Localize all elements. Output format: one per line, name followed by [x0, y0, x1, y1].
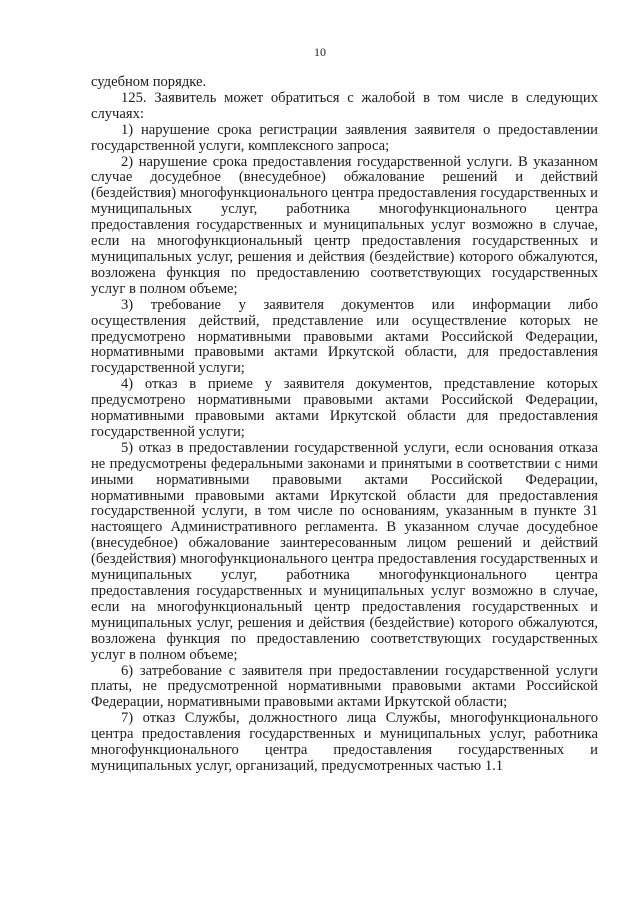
list-item-7: 7) отказ Службы, должностного лица Службы, многофункционального центра предоставления государственных и муниципальных услуг, работника многофункционального центра предоставления государственных и муниципальных услуг, организаций, предусмотренных частью 1.1: [91, 710, 598, 774]
list-item-1: 1) нарушение срока регистрации заявления заявителя о предоставлении государственной услуги, комплексного запроса;: [91, 121, 598, 154]
paragraph-continuation: судебном порядке.: [91, 74, 207, 90]
list-item-5: 5) отказ в предоставлении государственной услуги, если основания отказа не предусмотрены федеральными законами и принятыми в соответствии с ними иными нормативными правовыми актами Российской Федерации, нормативными правовыми актами Иркутской области для предоставления государственной услуги, в том числе по основаниям, указанным в пункте 31 настоящего Административного регламента. В указанном случае досудебное (внесудебное) обжалование заинтересованным лицом решений и действий (бездействия) многофункционального центра предоставления государственных и муниципальных услуг, работника многофункционального центра предоставления государственных и муниципальных услуг возможно в случае, если на многофункциональный центр предоставления государственных и муниципальных услуг, решения и действия (бездействие) которого обжалуются, возложена функция по предоставлению соответствующих государственных услуг в полном объеме;: [91, 439, 598, 663]
list-item-2: 2) нарушение срока предоставления государственной услуги. В указанном случае досудебное (внесудебное) обжалование решений и действий (бездействия) многофункционального центра предоставления государственных и муниципальных услуг, работника многофункционального центра предоставления государственных и муниципальных услуг возможно в случае, если на многофункциональный центр предоставления государственных и муниципальных услуг, решения и действия (бездействие) которого обжалуются, возложена функция по предоставлению соответствующих государственных услуг в полном объеме;: [91, 153, 598, 297]
document-body: [91, 75, 598, 775]
list-item-4: 4) отказ в приеме у заявителя документов, представление которых предусмотрено нормативными правовыми актами Российской Федерации, нормативными правовыми актами Иркутской области для предоставления государственной услуги;: [91, 376, 598, 440]
list-item-3: 3) требование у заявителя документов или информации либо осуществления действий, представление или осуществление которых не предусмотрено нормативными правовыми актами Российской Федерации, нормативными правовыми актами Иркутской области, для предоставления государственной услуги;: [91, 296, 598, 377]
paragraph-125: 125. Заявитель может обратиться с жалобой в том числе в следующих случаях:: [91, 89, 598, 122]
list-item-6: 6) затребование с заявителя при предоставлении государственной услуги платы, не предусмотренной нормативными правовыми актами Российской Федерации, нормативными правовыми актами Иркутской области;: [91, 662, 598, 711]
page-number: 10: [314, 45, 326, 59]
